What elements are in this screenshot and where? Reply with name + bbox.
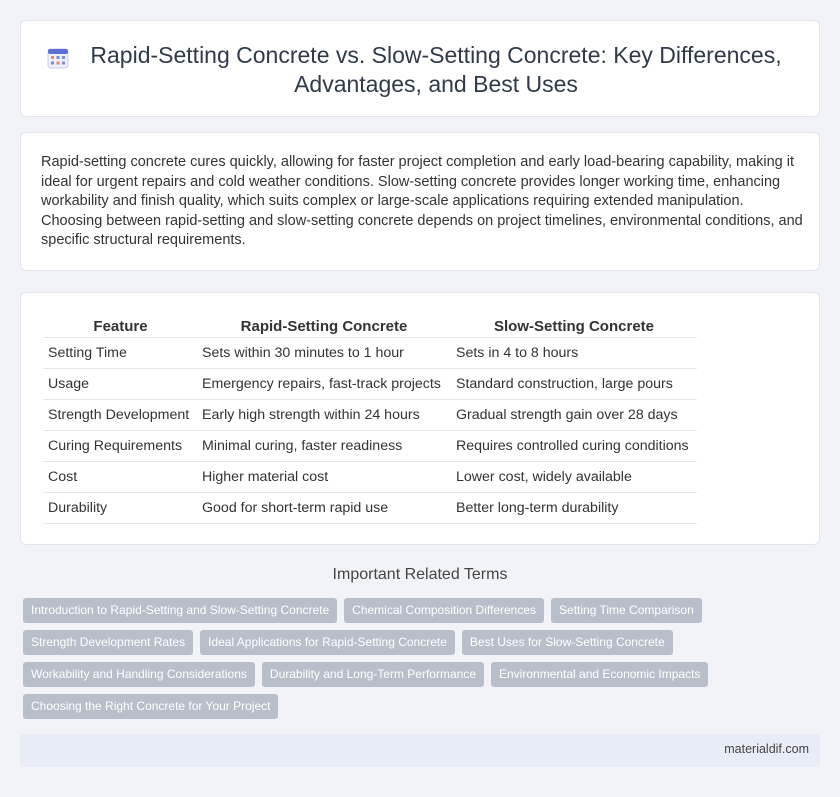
cell-slow: Better long-term durability — [451, 493, 697, 524]
table-row — [43, 338, 697, 369]
cell-feature: Curing Requirements — [43, 431, 197, 462]
related-terms-list — [23, 598, 823, 726]
related-term-tag[interactable]: Chemical Composition Differences — [344, 598, 544, 623]
related-term-tag[interactable]: Durability and Long-Term Performance — [262, 662, 484, 687]
table-header-row — [43, 315, 697, 338]
summary-card — [20, 132, 820, 271]
cell-feature: Durability — [43, 493, 197, 524]
related-term-tag[interactable]: Ideal Applications for Rapid-Setting Concrete — [200, 630, 455, 655]
cell-feature: Cost — [43, 462, 197, 493]
cell-slow: Lower cost, widely available — [451, 462, 697, 493]
header-card — [20, 20, 820, 117]
table-row — [43, 400, 697, 431]
header-slow: Slow-Setting Concrete — [451, 315, 697, 338]
cell-rapid: Sets within 30 minutes to 1 hour — [197, 338, 451, 369]
related-term-tag[interactable]: Strength Development Rates — [23, 630, 193, 655]
cell-rapid: Minimal curing, faster readiness — [197, 431, 451, 462]
cell-slow: Gradual strength gain over 28 days — [451, 400, 697, 431]
page-title: Rapid-Setting Concrete vs. Slow-Setting Concrete: Key Differences, Advantages, and Best Uses — [90, 41, 782, 97]
cell-feature: Strength Development — [43, 400, 197, 431]
cell-rapid: Early high strength within 24 hours — [197, 400, 451, 431]
header-feature: Feature — [43, 315, 197, 338]
table-row — [43, 369, 697, 400]
table-row — [43, 462, 697, 493]
cell-slow: Standard construction, large pours — [451, 369, 697, 400]
table-row — [43, 493, 697, 524]
related-term-tag[interactable]: Introduction to Rapid-Setting and Slow-Setting Concrete — [23, 598, 337, 623]
summary-text: Rapid-setting concrete cures quickly, allowing for faster project completion and early load-bearing capability, making it ideal for urgent repairs and cold weather conditions. Slow-setting concrete provides longer working time, enhancing workability and finish quality, which suits complex or large-scale applications requiring extended manipulation. Choosing between rapid-setting and slow-setting concrete depends on project timelines, environmental conditions, and specific structural requirements. — [41, 154, 803, 248]
related-term-tag[interactable]: Environmental and Economic Impacts — [491, 662, 708, 687]
comparison-card — [20, 292, 820, 545]
header-rapid: Rapid-Setting Concrete — [197, 315, 451, 338]
cell-rapid: Higher material cost — [197, 462, 451, 493]
related-term-tag[interactable]: Best Uses for Slow-Setting Concrete — [462, 630, 673, 655]
comparison-table — [43, 315, 697, 524]
footer — [20, 734, 820, 767]
footer-site-link[interactable]: materialdif.com — [724, 742, 809, 756]
cell-feature: Setting Time — [43, 338, 197, 369]
related-term-tag[interactable]: Choosing the Right Concrete for Your Project — [23, 694, 278, 719]
related-term-tag[interactable]: Workability and Handling Considerations — [23, 662, 255, 687]
cell-feature: Usage — [43, 369, 197, 400]
related-term-tag[interactable]: Setting Time Comparison — [551, 598, 702, 623]
cell-slow: Sets in 4 to 8 hours — [451, 338, 697, 369]
cell-rapid: Good for short-term rapid use — [197, 493, 451, 524]
cell-slow: Requires controlled curing conditions — [451, 431, 697, 462]
related-terms-title: Important Related Terms — [332, 566, 508, 583]
cell-rapid: Emergency repairs, fast-track projects — [197, 369, 451, 400]
table-row — [43, 431, 697, 462]
